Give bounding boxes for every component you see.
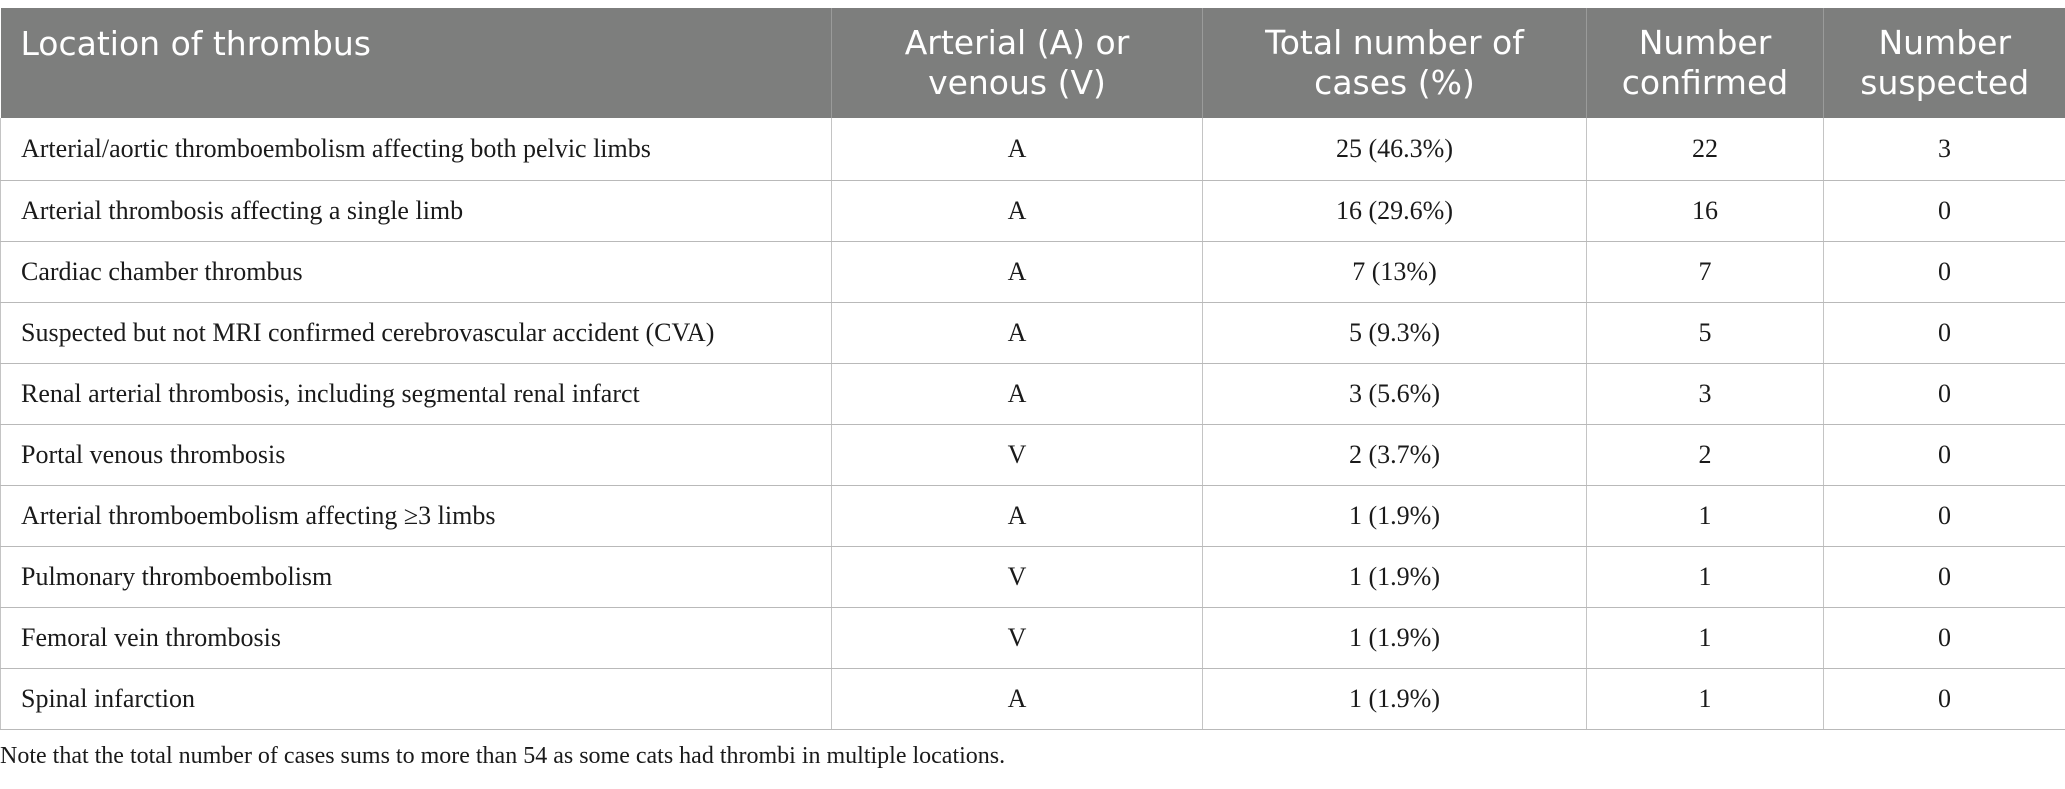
cell-location: Pulmonary thromboembolism <box>1 546 832 607</box>
cell-suspected: 0 <box>1824 607 2065 668</box>
cell-suspected: 0 <box>1824 668 2065 729</box>
cell-arterial-venous: A <box>832 241 1203 302</box>
table-row <box>1 118 2065 180</box>
table-row <box>1 485 2065 546</box>
cell-confirmed: 22 <box>1587 118 1824 180</box>
table-row <box>1 607 2065 668</box>
cell-arterial-venous: A <box>832 118 1203 180</box>
table-footnote: Note that the total number of cases sums to more than 54 as some cats had thrombi in multiple locations. <box>0 742 1006 769</box>
cell-confirmed: 3 <box>1587 363 1824 424</box>
cell-suspected: 3 <box>1824 118 2065 180</box>
table-page <box>0 8 2065 770</box>
cell-location: Renal arterial thrombosis, including segmental renal infarct <box>1 363 832 424</box>
table-row <box>1 302 2065 363</box>
table-row <box>1 241 2065 302</box>
cell-suspected: 0 <box>1824 424 2065 485</box>
cell-location: Arterial thrombosis affecting a single limb <box>1 180 832 241</box>
table-header-row <box>1 8 2065 118</box>
cell-location: Arterial/aortic thromboembolism affecting both pelvic limbs <box>1 118 832 180</box>
table-row <box>1 180 2065 241</box>
cell-location: Spinal infarction <box>1 668 832 729</box>
cell-arterial-venous: A <box>832 485 1203 546</box>
cell-arterial-venous: A <box>832 302 1203 363</box>
cell-suspected: 0 <box>1824 302 2065 363</box>
cell-arterial-venous: V <box>832 607 1203 668</box>
cell-location: Portal venous thrombosis <box>1 424 832 485</box>
table-row <box>1 546 2065 607</box>
table-row <box>1 363 2065 424</box>
cell-suspected: 0 <box>1824 363 2065 424</box>
cell-total-cases: 16 (29.6%) <box>1203 180 1587 241</box>
cell-confirmed: 1 <box>1587 546 1824 607</box>
cell-arterial-venous: A <box>832 180 1203 241</box>
cell-arterial-venous: V <box>832 424 1203 485</box>
cell-arterial-venous: A <box>832 668 1203 729</box>
thrombus-location-table <box>0 8 2065 730</box>
cell-confirmed: 1 <box>1587 485 1824 546</box>
cell-suspected: 0 <box>1824 180 2065 241</box>
header-number-suspected: Number suspected <box>1824 8 2065 118</box>
cell-location: Femoral vein thrombosis <box>1 607 832 668</box>
table-body <box>1 118 2065 729</box>
cell-confirmed: 5 <box>1587 302 1824 363</box>
cell-location: Cardiac chamber thrombus <box>1 241 832 302</box>
cell-total-cases: 1 (1.9%) <box>1203 668 1587 729</box>
table-row <box>1 668 2065 729</box>
cell-arterial-venous: V <box>832 546 1203 607</box>
cell-total-cases: 25 (46.3%) <box>1203 118 1587 180</box>
cell-total-cases: 1 (1.9%) <box>1203 607 1587 668</box>
header-location: Location of thrombus <box>1 8 832 118</box>
cell-arterial-venous: A <box>832 363 1203 424</box>
cell-total-cases: 5 (9.3%) <box>1203 302 1587 363</box>
header-total-cases: Total number of cases (%) <box>1203 8 1587 118</box>
cell-total-cases: 3 (5.6%) <box>1203 363 1587 424</box>
cell-suspected: 0 <box>1824 241 2065 302</box>
cell-total-cases: 2 (3.7%) <box>1203 424 1587 485</box>
cell-location: Suspected but not MRI confirmed cerebrovascular accident (CVA) <box>1 302 832 363</box>
cell-location: Arterial thromboembolism affecting ≥3 limbs <box>1 485 832 546</box>
cell-suspected: 0 <box>1824 546 2065 607</box>
cell-total-cases: 1 (1.9%) <box>1203 546 1587 607</box>
cell-total-cases: 1 (1.9%) <box>1203 485 1587 546</box>
cell-confirmed: 1 <box>1587 607 1824 668</box>
cell-confirmed: 1 <box>1587 668 1824 729</box>
cell-total-cases: 7 (13%) <box>1203 241 1587 302</box>
cell-suspected: 0 <box>1824 485 2065 546</box>
cell-confirmed: 2 <box>1587 424 1824 485</box>
header-arterial-venous: Arterial (A) or venous (V) <box>832 8 1203 118</box>
cell-confirmed: 7 <box>1587 241 1824 302</box>
cell-confirmed: 16 <box>1587 180 1824 241</box>
header-number-confirmed: Number confirmed <box>1587 8 1824 118</box>
table-row <box>1 424 2065 485</box>
